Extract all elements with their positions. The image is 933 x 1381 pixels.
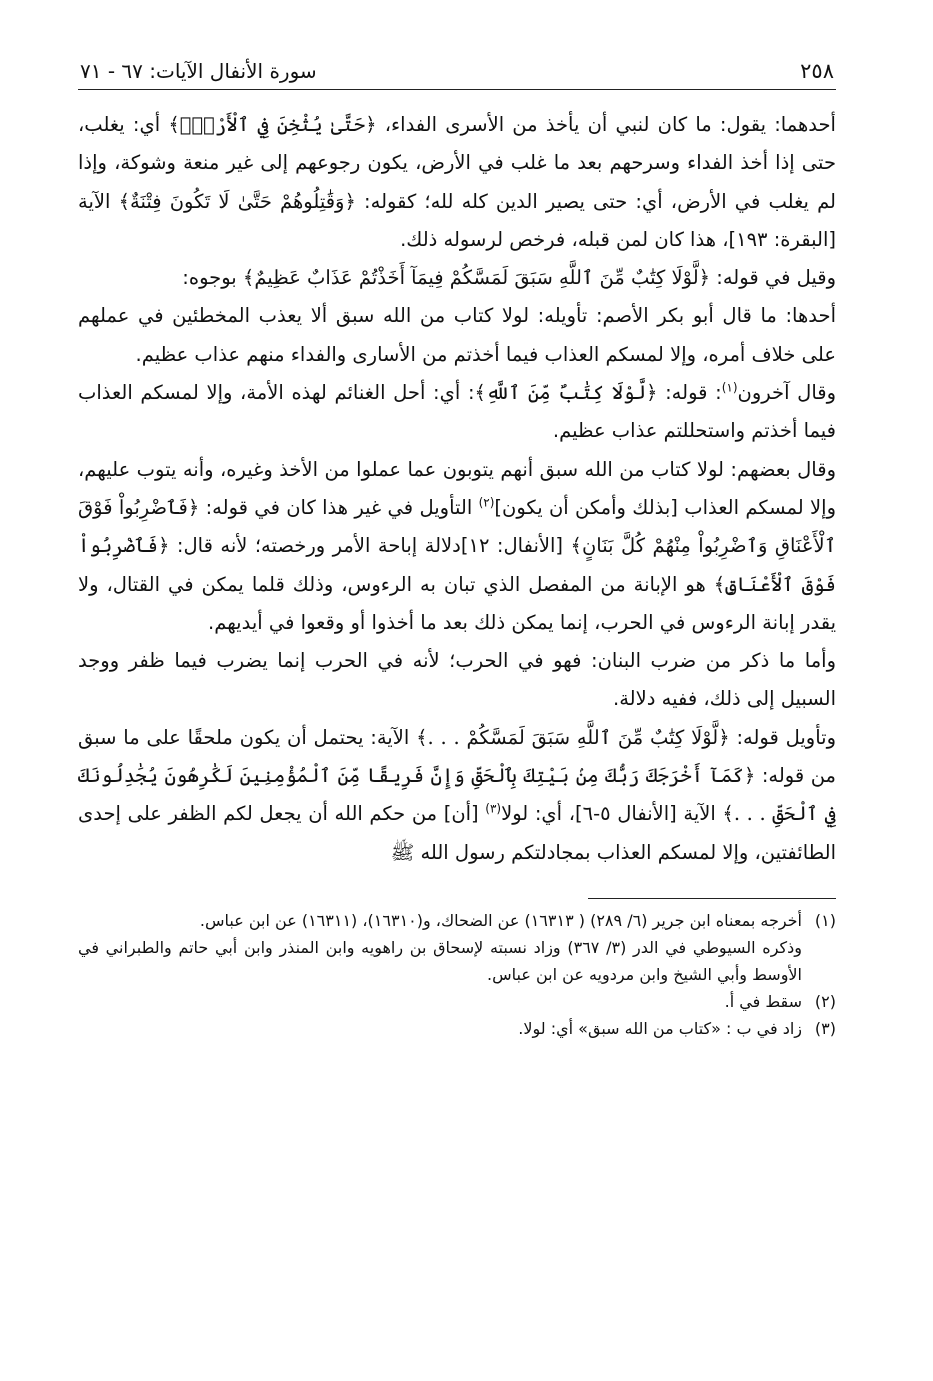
- text-segment: الآية: يحتمل أن يكون ملحقًا على ما سبق من قوله:: [78, 725, 836, 788]
- text-segment: التأويل في غير هذا كان في قوله:: [199, 495, 479, 519]
- text-segment: وأما ما ذكر من ضرب البنان: فهو في الحرب؛ لأنه في الحرب إنما يضرب فيما ظفر ووجد السبيل إلى ذلك، ففيه دلالة.: [78, 649, 836, 711]
- footnote-divider: [588, 898, 836, 899]
- text-segment: وقال آخرون: [737, 381, 837, 405]
- text-segment: وقال بعضهم: لولا كتاب من الله سبق أنهم يتوبون عما عملوا من الأخذ وغيره، وأنه يتوب عليهم، وإلا لمسكم العذاب [بذلك وأمكن أن يكون]: [78, 457, 836, 519]
- quran-verse: ﴿حَتَّىٰ يُثْخِنَ فِي ٱلْأَرْضِۚ﴾: [168, 113, 377, 136]
- text-segment: وتأويل قوله:: [729, 725, 837, 749]
- paragraph: [78, 374, 836, 451]
- quran-verse: ﴿كَمَآ أَخْرَجَكَ رَبُّكَ مِنۢ بَيْتِكَ بِٱلْحَقِّ وَإِنَّ فَرِيقًا مِّنَ ٱلْمُؤْمِنِينَ لَكَٰرِهُونَ يُجَٰدِلُونَكَ فِي ٱلْحَقِّ . . .﴾: [78, 764, 836, 826]
- text-segment: الآية [الأنفال ٥-٦]، أي: لولا: [501, 802, 723, 826]
- text-segment: [الأنفال: ١٢]دلالة إباحة الأمر ورخصته؛ لأنه قال:: [169, 534, 571, 558]
- paragraph: [78, 451, 836, 642]
- main-text: [78, 106, 836, 872]
- footnote-number: (١): [814, 910, 836, 930]
- page-number: ٢٥٨: [800, 59, 834, 83]
- page-header: [78, 55, 836, 90]
- text-segment: [أن] من حكم الله أن يجعل لكم الظفر على إحدى الطائفتين، وإلا لمسكم العذاب بمجادلتكم رسول الله ﷺ: [78, 802, 836, 864]
- quran-verse: ﴿فَٱضْرِبُواْ فَوْقَ ٱلْأَعْنَاقِ﴾: [78, 534, 836, 596]
- footnote-number: (٣): [814, 1018, 836, 1038]
- text-segment: وقيل في قوله:: [710, 266, 836, 290]
- text-segment: هو الإبانة من المفصل الذي تبان به الرءوس، وذلك قلما يمكن في القتال، ولا يقدر إبانة الرءوس في الحرب، إنما يمكن ذلك بعد ما أخذوا أو وقعوا في أيديهم.: [78, 572, 836, 634]
- text-segment: أي: يغلب، حتى إذا أخذ الفداء وسرحهم بعد ما غلب في الأرض، يكون رجوعهم إلى غير منعة وشوكة، وإذا لم يغلب في الأرض، أي: حتى يصير الدين كله لله؛ كقوله:: [78, 113, 836, 213]
- paragraph: [78, 719, 836, 872]
- footnote-text: زاد في ب : «كتاب من الله سبق» أي: لولا.: [518, 1018, 802, 1038]
- running-title: سورة الأنفال الآيات: ٦٧ - ٧١: [80, 59, 317, 83]
- footnote-number: (٢): [814, 991, 836, 1011]
- quran-verse: ﴿فَٱضْرِبُواْ فَوْقَ ٱلْأَعْنَاقِ وَٱضْرِبُواْ مِنْهُمْ كُلَّ بَنَانٍ﴾: [78, 495, 836, 558]
- paragraph: [78, 297, 836, 374]
- paragraph: [78, 259, 836, 297]
- quran-verse: ﴿لَّوْلَا كِتَٰبٌ مِّنَ ٱللَّهِ سَبَقَ لَمَسَّكُمْ . . .﴾: [416, 725, 730, 749]
- footnotes: [78, 907, 836, 1042]
- paragraph: [78, 106, 836, 259]
- quran-verse: ﴿لَّوْلَا كِتَٰبٌ مِّنَ ٱللَّهِ سَبَقَ لَمَسَّكُمْ فِيمَآ أَخَذْتُمْ عَذَابٌ عَظِيمٌ﴾: [242, 266, 711, 290]
- footnote-item: [78, 907, 836, 934]
- paragraph: [78, 642, 836, 719]
- footnote-item: [78, 1015, 836, 1042]
- quran-verse: ﴿لَّوْلَا كِتَٰبٌ مِّنَ ٱللَّهِ﴾: [474, 381, 658, 405]
- quran-verse: ﴿وَقَٰتِلُوهُمْ حَتَّىٰ لَا تَكُونَ فِتْنَةٌ﴾: [118, 189, 356, 213]
- text-segment: : أي: أحل الغنائم لهذه الأمة، وإلا لمسكم العذاب فيما أخذتم واستحللتم عذاب عظيم.: [78, 381, 836, 443]
- text-segment: : قوله:: [657, 381, 722, 405]
- text-segment: الآية [البقرة: ١٩٣]، هذا كان لمن قبله، فرخص لرسوله ذلك.: [78, 189, 836, 251]
- text-segment: أحدهما: يقول: ما كان لنبي أن يأخذ من الأسرى الفداء،: [376, 113, 836, 136]
- text-segment: أحدها: ما قال أبو بكر الأصم: تأويله: لولا كتاب من الله سبق ألا يعذب المخطئين في عملهم على خلاف أمره، وإلا لمسكم العذاب فيما أخذتم من الأسارى والفداء منهم عذاب عظيم.: [78, 304, 836, 366]
- footnote-marker: (٣): [485, 801, 502, 816]
- footnote-marker: (١): [721, 380, 738, 395]
- footnote-continuation: وذكره السيوطي في الدر (٣/ ٣٦٧) وزاد نسبته لإسحاق بن راهويه وابن المنذر وابن أبي حاتم والطبراني في الأوسط وأبي الشيخ وابن مردويه عن ابن عباس.: [78, 937, 802, 984]
- footnote-item: [78, 988, 836, 1015]
- footnote-text: أخرجه بمعناه ابن جرير (٦/ ٢٨٩) ( ١٦٣١٣) عن الضحاك، و(١٦٣١٠)، (١٦٣١١) عن ابن عباس.: [199, 910, 802, 930]
- book-page: [78, 55, 836, 1042]
- footnote-text: سقط في أ.: [724, 991, 802, 1011]
- text-segment: بوجوه:: [182, 266, 243, 290]
- footnote-marker: (٢): [478, 495, 495, 510]
